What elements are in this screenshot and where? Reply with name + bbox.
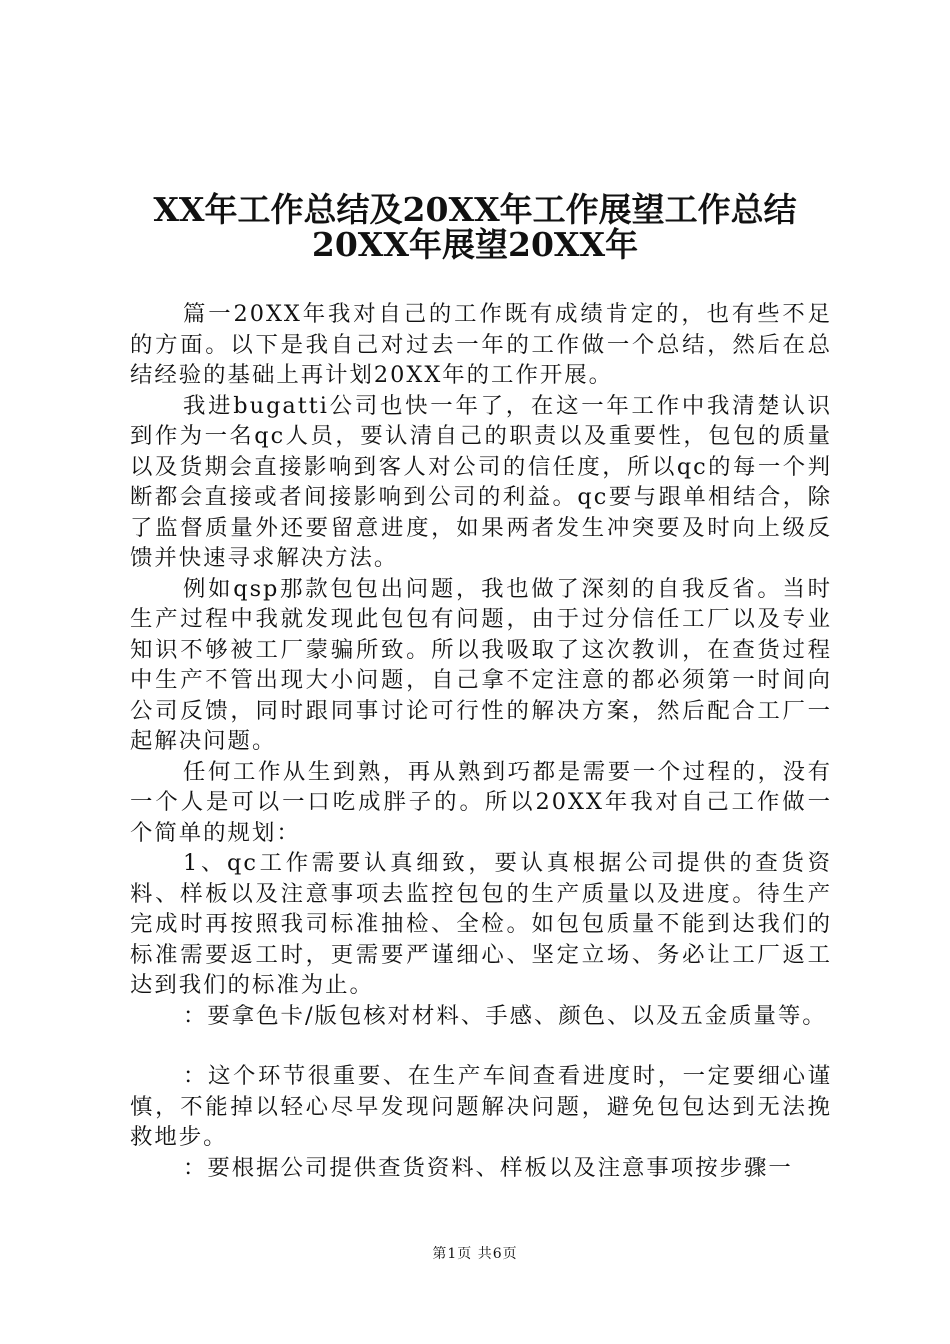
paragraph: 篇一20XX年我对自己的工作既有成绩肯定的，也有些不足的方面。以下是我自己对过去一年的工作做一个总结，然后在总结经验的基础上再计划20XX年的工作开展。 bbox=[130, 301, 832, 388]
paragraph: 任何工作从生到熟，再从熟到巧都是需要一个过程的，没有一个人是可以一口吃成胖子的。所以20XX年我对自己工作做一个简单的规划： bbox=[130, 758, 832, 846]
paragraph: ：要拿色卡/版包核对材料、手感、颜色、以及五金质量等。 bbox=[183, 1002, 827, 1029]
paragraph: ：要根据公司提供查货资料、样板以及注意事项按步骤一 bbox=[183, 1154, 793, 1181]
document-title-line-2: 20XX年展望20XX年 bbox=[311, 225, 639, 264]
paragraph: 我进bugatti公司也快一年了，在这一年工作中我清楚认识到作为一名qc人员，要认清自己的职责以及重要性，包包的质量以及货期会直接影响到客人对公司的信任度，所以qc的每一个判断都会直接或者间接影响到公司的利益。qc要与跟单相结合，除了监督质量外还要留意进度，如果两者发生冲突要及时向上级反馈并快速寻求解决方法。 bbox=[130, 392, 832, 571]
paragraph: 1、qc工作需要认真细致，要认真根据公司提供的查货资料、样板以及注意事项去监控包包的生产质量以及进度。待生产完成时再按照我司标准抽检、全检。如包包质量不能到达我们的标准需要返工时，更需要严谨细心、坚定立场、务必让工厂返工达到我们的标准为止。 bbox=[130, 850, 832, 998]
paragraph: ：这个环节很重要、在生产车间查看进度时，一定要细心谨慎，不能掉以轻心尽早发现问题解决问题，避免包包达到无法挽救地步。 bbox=[130, 1063, 832, 1150]
page-footer: 第1页 共6页 bbox=[432, 1246, 518, 1262]
document-title-line-1: XX年工作总结及20XX年工作展望工作总结 bbox=[153, 190, 797, 229]
paragraph: 例如qsp那款包包出问题，我也做了深刻的自我反省。当时生产过程中我就发现此包包有问题，由于过分信任工厂以及专业知识不够被工厂蒙骗所致。所以我吸取了这次教训，在查货过程中生产不管出现大小问题，自己拿不定注意的都必须第一时间向公司反馈，同时跟同事讨论可行性的解决方案，然后配合工厂一起解决问题。 bbox=[130, 575, 832, 754]
document-body bbox=[130, 299, 832, 1183]
